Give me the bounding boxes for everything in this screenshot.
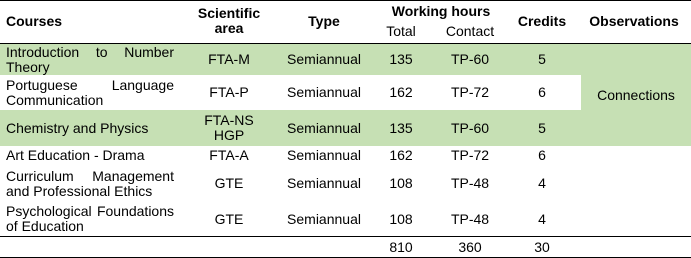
- contact-cell: TP-48: [450, 175, 490, 191]
- area-cell: FTA-P: [209, 84, 249, 100]
- totals-total: 810: [389, 238, 413, 255]
- credits-cell: 5: [538, 119, 546, 136]
- total-cell: 135: [389, 119, 413, 136]
- type-cell: Semiannual: [287, 210, 361, 227]
- total-cell: 135: [389, 51, 413, 67]
- course-cell: Psychological Foundations of Education: [6, 203, 174, 234]
- course-cell: Art Education - Drama: [6, 147, 145, 163]
- total-cell: 162: [389, 84, 413, 100]
- totals-credits: 30: [534, 238, 550, 255]
- course-cell: Introduction to Number Theory: [6, 43, 174, 75]
- area-cell: FTA-A: [209, 147, 249, 163]
- observation-connections: Connections: [597, 86, 675, 103]
- area-cell: GTE: [214, 175, 244, 191]
- totals-contact: 360: [458, 238, 482, 255]
- area-cell: GTE: [214, 210, 244, 227]
- contact-cell: TP-60: [450, 51, 490, 67]
- course-cell: Chemistry and Physics: [6, 119, 149, 136]
- type-cell: Semiannual: [287, 51, 361, 67]
- contact-cell: TP-48: [450, 210, 490, 227]
- course-cell: Portuguese Language Communication: [6, 76, 174, 108]
- header-credits: Credits: [517, 12, 567, 29]
- header-scientific-area: Scientific area: [197, 5, 261, 36]
- total-cell: 162: [389, 147, 413, 163]
- totals-rule: [0, 236, 691, 237]
- credits-cell: 4: [538, 210, 546, 227]
- header-contact: Contact: [445, 23, 495, 39]
- top-rule: [0, 0, 691, 1]
- credits-cell: 4: [538, 175, 546, 191]
- header-working-hours: Working hours: [391, 3, 491, 19]
- type-cell: Semiannual: [287, 147, 361, 163]
- area-cell: FTA-M: [208, 51, 250, 67]
- contact-cell: TP-72: [450, 147, 490, 163]
- header-type: Type: [308, 12, 340, 29]
- contact-cell: TP-72: [450, 84, 490, 100]
- area-cell: FTA-NSHGP: [204, 112, 254, 143]
- header-observations: Observations: [589, 12, 679, 29]
- header-courses: Courses: [6, 12, 63, 29]
- header-total: Total: [386, 23, 416, 39]
- total-cell: 108: [389, 210, 413, 227]
- contact-cell: TP-60: [450, 119, 490, 136]
- type-cell: Semiannual: [287, 84, 361, 100]
- type-cell: Semiannual: [287, 175, 361, 191]
- credits-cell: 6: [538, 147, 546, 163]
- course-cell: Curriculum Management and Professional Ethics: [6, 167, 174, 199]
- total-cell: 108: [389, 175, 413, 191]
- credits-cell: 6: [538, 84, 546, 100]
- credits-cell: 5: [538, 51, 546, 67]
- type-cell: Semiannual: [287, 119, 361, 136]
